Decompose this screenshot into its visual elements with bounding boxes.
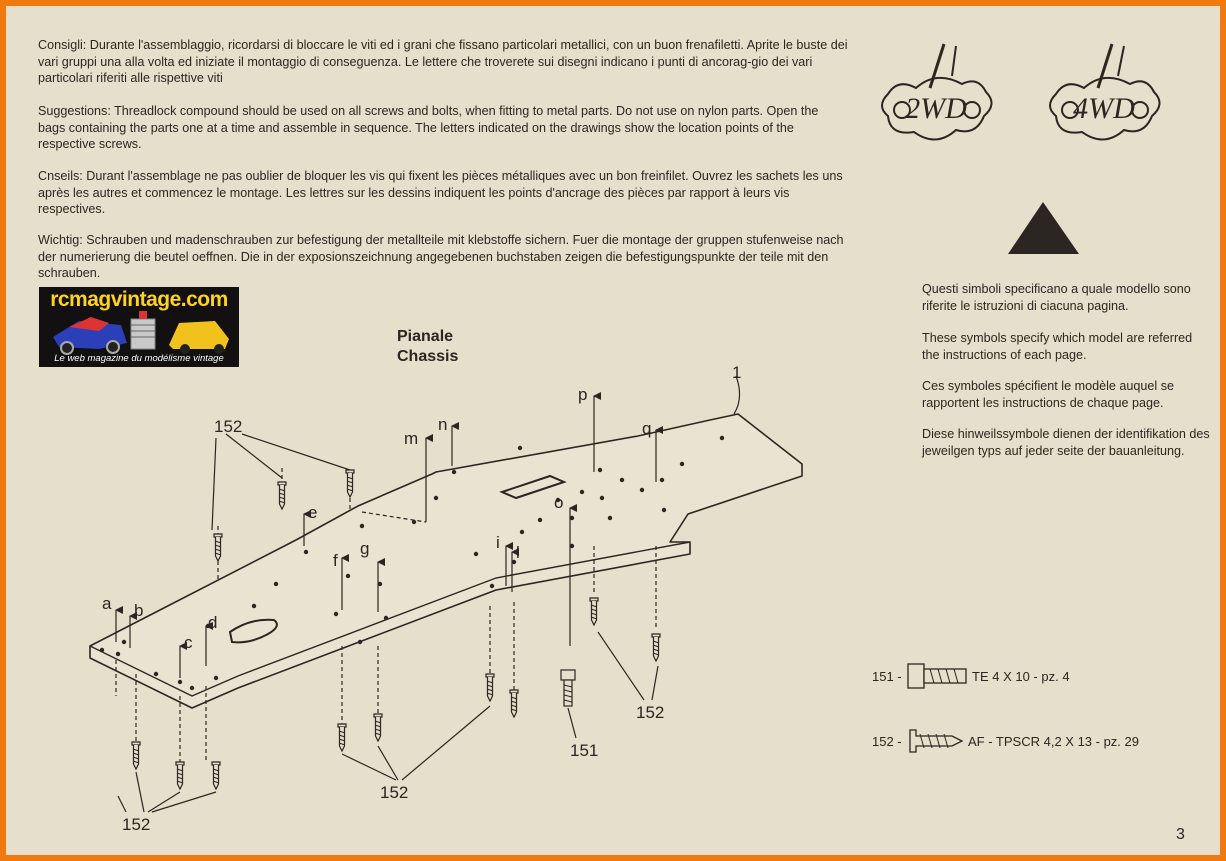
label-152-bottom-center: 152 — [380, 783, 409, 802]
manual-page — [6, 6, 1220, 855]
label-d: d — [208, 613, 218, 632]
label-152-right: 152 — [636, 703, 665, 722]
model-badge-2wd-icon — [882, 44, 992, 140]
bolt-te-icon — [908, 664, 924, 688]
page-number: 3 — [1176, 826, 1185, 843]
instruction-italian: Consigli: Durante l'assemblaggio, ricordarsi di bloccare le viti ed i grani che fissano particolari metallici, con un buon frenafiletti. Aprite le buste dei vari gruppi una alla volta ed iniziate il montaggio di conseguenza. Le lettere che troverete sui disegni indicano i punti di ancorag-gio dei vari particolari riferiti alle rispettive viti — [38, 38, 848, 85]
section-title-english: Chassis — [397, 348, 459, 365]
label-152-bottom-left: 152 — [122, 815, 151, 834]
logo-subtitle: Le web magazine du modélisme vintage — [54, 353, 224, 364]
legend-151-code: 151 - — [872, 669, 902, 684]
label-152-top: 152 — [214, 417, 243, 436]
legend-152-desc: AF - TPSCR 4,2 X 13 - pz. 29 — [968, 734, 1139, 749]
label-e: e — [308, 503, 318, 522]
symbol-note-english: These symbols specify which model are referred the instructions of each page. — [922, 331, 1193, 362]
model-badge-4wd-icon — [1050, 44, 1160, 140]
label-a: a — [102, 594, 112, 613]
bolt-151-icon — [561, 670, 576, 738]
instruction-german: Wichtig: Schrauben und madenschrauben zur befestigung der metallteile mit klebstoffe sichern. Fuer die montage der gruppen stufenweise nach der numerierung die beutel oeffnen. Die in der exposionszeichnung angegebenen buchstaben zeigen die befestigungspunkte der teile mit den schrauben. — [38, 233, 844, 280]
label-l: l — [516, 543, 520, 562]
label-151: 151 — [570, 741, 599, 760]
label-n: n — [438, 415, 448, 434]
screw-tpscr-icon — [910, 730, 962, 752]
parts-legend — [872, 664, 1139, 752]
symbol-note-german: Diese hinweilssymbole dienen der identifikation des jeweilgen typs auf jeder seite der bauanleitung. — [922, 427, 1210, 458]
label-f: f — [333, 551, 338, 570]
label-c: c — [184, 633, 193, 652]
symbol-note-french: Ces symboles spécifient le modèle auquel se rapportent les instructions de chaque page. — [922, 379, 1175, 410]
model-badge-2wd: 2WD — [905, 92, 967, 125]
legend-152-code: 152 - — [872, 734, 902, 749]
label-i: i — [496, 533, 500, 552]
label-p: p — [578, 385, 588, 404]
label-part-1: 1 — [732, 363, 742, 382]
legend-151-desc: TE 4 X 10 - pz. 4 — [972, 669, 1070, 684]
instruction-french: Cnseils: Durant l'assemblage ne pas oublier de bloquer les vis qui fixent les pièces métalliques avec un bon freinfilet. Ouvrez les sachets les uns après les autres et commencez le montage. Les lettres sur les dessins indiquent les points d'ancrage des pièces par rapport à leurs vis respectives. — [38, 169, 843, 216]
symbol-note-italian: Questi simboli specificano a quale modello sono riferite le istruzioni di ciacuna pagina. — [922, 282, 1191, 313]
chassis-exploded-diagram — [6, 6, 1220, 855]
model-triangle-icon — [1008, 202, 1079, 254]
label-q: q — [642, 419, 652, 438]
instruction-english: Suggestions: Threadlock compound should be used on all screws and bolts, when fitting to metal parts. Do not use on nylon parts. Open the bags containing the parts one at a time and assemble in sequence. The letters indicated on the drawings show the location points of the respective screws. — [38, 104, 819, 151]
logo-title: rcmagvintage.com — [50, 288, 228, 311]
chassis-plate-icon — [90, 414, 802, 708]
model-badge-4wd: 4WD — [1073, 92, 1135, 125]
section-title-italian: Pianale — [397, 328, 454, 345]
label-o: o — [554, 493, 564, 512]
label-g: g — [360, 539, 370, 558]
label-m: m — [404, 429, 419, 448]
label-b: b — [134, 601, 144, 620]
